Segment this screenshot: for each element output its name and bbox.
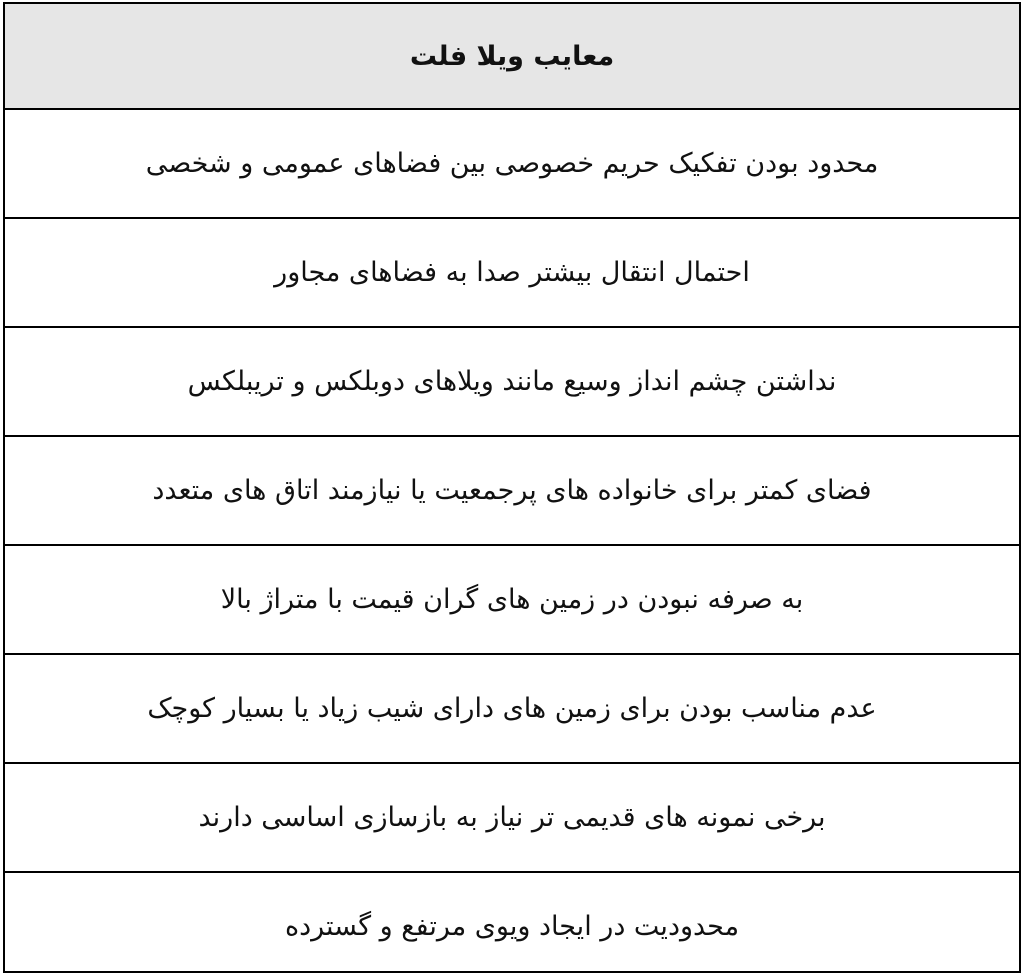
table-row: احتمال انتقال بیشتر صدا به فضاهای مجاور bbox=[5, 219, 1019, 328]
table-row: عدم مناسب بودن برای زمین های دارای شیب زیاد یا بسیار کوچک bbox=[5, 655, 1019, 764]
table-row: به صرفه نبودن در زمین های گران قیمت با متراژ بالا bbox=[5, 546, 1019, 655]
disadvantages-table bbox=[3, 2, 1021, 973]
table-row: محدود بودن تفکیک حریم خصوصی بین فضاهای عمومی و شخصی bbox=[5, 110, 1019, 219]
table-row: برخی نمونه های قدیمی تر نیاز به بازسازی اساسی دارند bbox=[5, 764, 1019, 873]
table-row: محدودیت در ایجاد ویوی مرتفع و گسترده bbox=[284, 910, 740, 942]
table-row: نداشتن چشم انداز وسیع مانند ویلاهای دوبلکس و تریبلکس bbox=[5, 328, 1019, 437]
table-row: فضای کمتر برای خانواده های پرجمعیت یا نیازمند اتاق های متعدد bbox=[5, 437, 1019, 546]
table-header: معایب ویلا فلت bbox=[5, 4, 1019, 110]
